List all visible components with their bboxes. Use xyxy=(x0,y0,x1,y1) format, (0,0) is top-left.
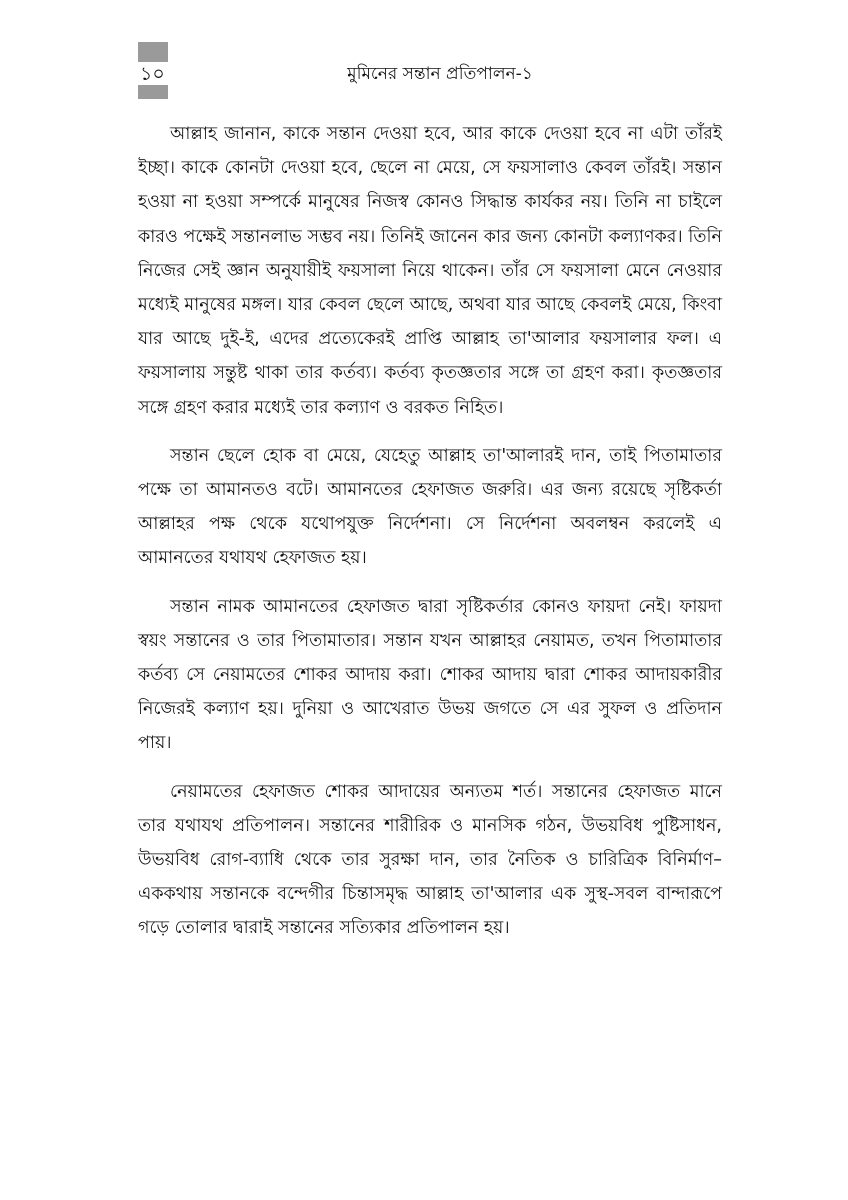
page-body xyxy=(138,117,722,960)
paragraph-4: নেয়ামতের হেফাজত শোকর আদায়ের অন্যতম শর্ত। সন্তানের হেফাজত মানে তার যথাযথ প্রতিপালন। সন্তানের শারীরিক ও মানসিক গঠন, উভয়বিধ পুষ্টিসাধন, উভয়বিধ রোগ-ব্যাধি থেকে তার সুরক্ষা দান, তার নৈতিক ও চারিত্রিক বিনির্মাণ–এককথায় সন্তানকে বন্দেগীর চিন্তাসমৃদ্ধ আল্লাহ তা'আলার এক সুস্থ-সবল বান্দারূপে গড়ে তোলার দ্বারাই সন্তানের সত্যিকার প্রতিপালন হয়। xyxy=(138,781,722,939)
paragraph-3: সন্তান নামক আমানতের হেফাজত দ্বারা সৃষ্টিকর্তার কোনও ফায়দা নেই। ফায়দা স্বয়ং সন্তানের ও তার পিতামাতার। সন্তান যখন আল্লাহর নেয়ামত, তখন পিতামাতার কর্তব্য সে নেয়ামতের শোকর আদায় করা। শোকর আদায় দ্বারা শোকর আদায়কারীর নিজেরই কল্যাণ হয়। দুনিয়া ও আখেরাত উভয় জগতে সে এর সুফল ও প্রতিদান পায়। xyxy=(138,596,722,754)
header-marker-top xyxy=(138,42,168,62)
page-number: ১০ xyxy=(140,63,165,85)
header-marker-bottom xyxy=(138,85,168,99)
paragraph-2: সন্তান ছেলে হোক বা মেয়ে, যেহেতু আল্লাহ তা'আলারই দান, তাই পিতামাতার পক্ষে তা আমানতও বটে। আমানতের হেফাজত জরুরি। এর জন্য রয়েছে সৃষ্টিকর্তা আল্লাহর পক্ষ থেকে যথোপযুক্ত নির্দেশনা। সে নির্দেশনা অবলম্বন করলেই এ আমানতের যথাযথ হেফাজত হয়। xyxy=(138,445,722,569)
paragraph-1: আল্লাহ জানান, কাকে সন্তান দেওয়া হবে, আর কাকে দেওয়া হবে না এটা তাঁরই ইচ্ছা। কাকে কোনটা দেওয়া হবে, ছেলে না মেয়ে, সে ফয়সালাও কেবল তাঁরই। সন্তান হওয়া না হওয়া সম্পর্কে মানুষের নিজস্ব কোনও সিদ্ধান্ত কার্যকর নয়। তিনি না চাইলে কারও পক্ষেই সন্তানলাভ সম্ভব নয়। তিনিই জানেন কার জন্য কোনটা কল্যাণকর। তিনি নিজের সেই জ্ঞান অনুযায়ীই ফয়সালা নিয়ে থাকেন। তাঁর সে ফয়সালা মেনে নেওয়ার মধ্যেই মানুষের মঙ্গল। যার কেবল ছেলে আছে, অথবা যার আছে কেবলই মেয়ে, কিংবা যার আছে দুই-ই, এদের প্রত্যেকেরই প্রাপ্তি আল্লাহ তা'আলার ফয়সালার ফল। এ ফয়সালায় সন্তুষ্ট থাকা তার কর্তব্য। কর্তব্য কৃতজ্ঞতার সঙ্গে তা গ্রহণ করা। কৃতজ্ঞতার সঙ্গে গ্রহণ করার মধ্যেই তার কল্যাণ ও বরকত নিহিত। xyxy=(138,124,722,418)
running-header-title: মুমিনের সন্তান প্রতিপালন-১ xyxy=(347,64,533,84)
